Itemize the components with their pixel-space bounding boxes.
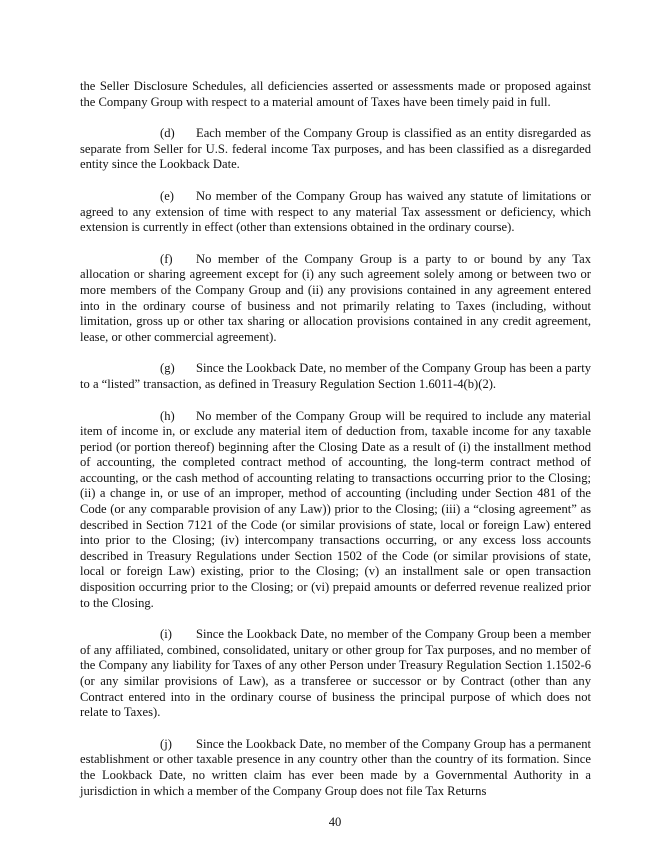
paragraph-text: Since the Lookback Date, no member of the Company Group has a permanent establishment or other taxable presence in any country other than the country of its formation. Since the Lookback Date, no written claim has ever been made by a Governmental Authority in a jurisdiction in which a member of the Company Group does not file Tax Returns — [80, 736, 591, 798]
paragraph-text: No member of the Company Group will be required to include any material item of income in, or exclude any material item of deduction from, taxable income for any taxable period (or portion thereof) beginning after the Closing Date as a result of (i) the installment method of accounting, the completed contract method of accounting, the long-term contract method of accounting, or the cash method of accounting relating to transactions occurring prior to the Closing; (ii) a change in, or use of an improper, method of accounting (including under Section 481 of the Code (or any comparable provision of any Law)) prior to the Closing; (iii) a “closing agreement” as described in Section 7121 of the Code (or similar provisions of state, local or foreign Law) entered into prior to the Closing; (iv) intercompany transactions occurring, or any excess loss accounts described in Treasury Regulations under Section 1502 of the Code (or similar provisions of state, local or foreign Law) existing, prior to the Closing; (v) an installment sale or open transaction disposition occurring prior to the Closing; or (vi) prepaid amounts or deferred revenue realized prior to the Closing. — [80, 408, 591, 610]
paragraph-label: (i) — [160, 627, 172, 642]
paragraph-i — [80, 627, 591, 721]
paragraph-d — [80, 126, 591, 173]
paragraph-label: (j) — [160, 736, 172, 751]
paragraph-label: (d) — [160, 126, 175, 141]
page-number: 40 — [328, 815, 342, 829]
paragraph-label: (f) — [160, 251, 173, 266]
paragraph-text: No member of the Company Group is a party to or bound by any Tax allocation or sharing agreement except for (i) any such agreement solely among or between two or more members of the Company Group and (ii) any provisions contained in any agreement entered into in the ordinary course of business and not primarily relating to Taxes (including, without limitation, gross up or other tax sharing or allocation provisions contained in any credit agreement, lease, or other commercial agreement). — [80, 251, 591, 344]
paragraph-label: (g) — [160, 361, 175, 376]
paragraph-g — [80, 361, 591, 392]
paragraph-f — [80, 252, 591, 346]
paragraph-label: (e) — [160, 188, 174, 203]
document-body — [80, 79, 591, 815]
paragraph-text: Since the Lookback Date, no member of the Company Group been a member of any affiliated, combined, consolidated, unitary or other group for Tax purposes, and no member of the Company any liability for Taxes of any other Person under Treasury Regulation Section 1.1502-6 (or any similar provisions of Law), as a transferee or successor or by Contract (other than any Contract entered into in the ordinary course of business the principal purpose of which does not relate to Taxes). — [80, 627, 591, 720]
paragraph-text: Since the Lookback Date, no member of the Company Group has been a party to a “listed” transaction, as defined in Treasury Regulation Section 1.6011-4(b)(2). — [80, 361, 591, 391]
paragraph-e — [80, 189, 591, 236]
paragraph-label: (h) — [160, 408, 175, 423]
paragraph-h — [80, 409, 591, 612]
paragraph-text: No member of the Company Group has waived any statute of limitations or agreed to any extension of time with respect to any material Tax assessment or deficiency, which extension is currently in effect (other than extensions obtained in the ordinary course). — [80, 188, 591, 235]
continuation-paragraph: the Seller Disclosure Schedules, all deficiencies asserted or assessments made or proposed against the Company Group with respect to a material amount of Taxes have been timely paid in full. — [80, 79, 591, 109]
paragraph-text: Each member of the Company Group is classified as an entity disregarded as separate from Seller for U.S. federal income Tax purposes, and has been classified as a disregarded entity since the Lookback Date. — [80, 126, 591, 172]
paragraph-j — [80, 737, 591, 799]
